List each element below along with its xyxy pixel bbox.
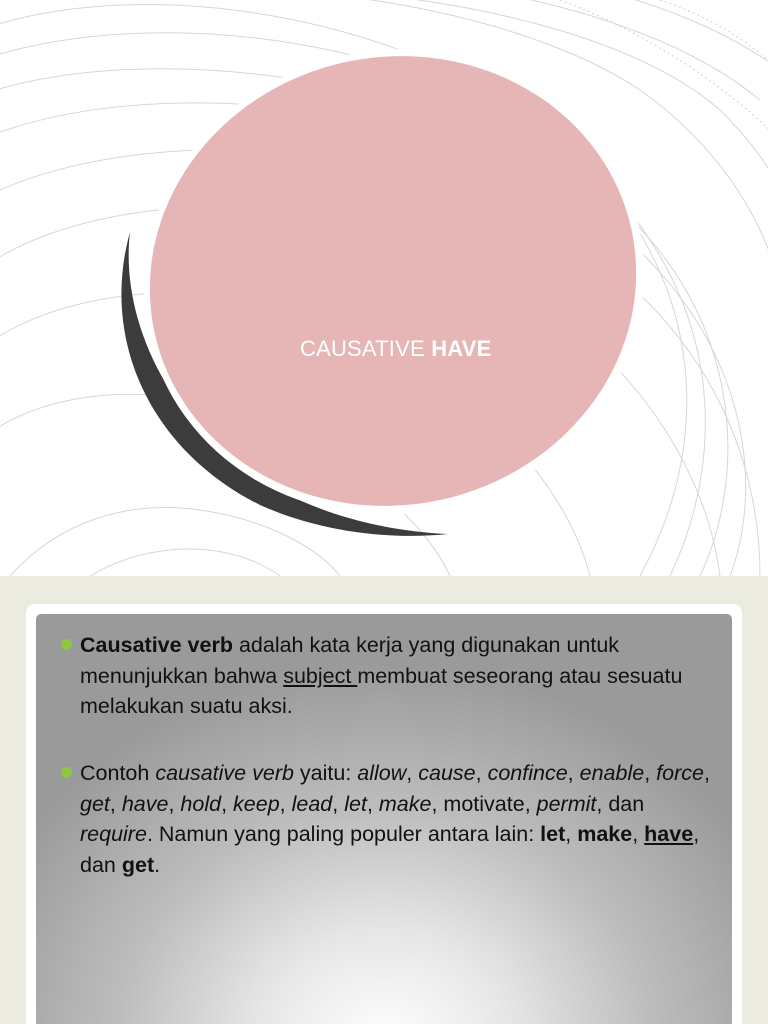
example-verb: permit (536, 791, 597, 816)
term-causative-verb: Causative verb (80, 633, 233, 657)
underlined-subject: subject (283, 663, 358, 688)
example-verb: keep (233, 791, 280, 816)
example-verb: hold (180, 791, 222, 816)
content-slide (0, 576, 768, 1024)
example-verb: lead (291, 791, 333, 816)
example-verbs-list: allow, cause, confince, enable, force, get, have, hold, keep, lead, let, make, motivate, permit, (80, 761, 710, 816)
term-causative-verb-italic: causative verb (155, 761, 294, 785)
example-verb: enable (579, 761, 645, 785)
bullet-examples: Contoh causative verb yaitu: allow, cause, confince, enable, force, get, have, hold, keep, lead, let, make, motivate, permit, dan require. Namun yang paling populer antara lain: let, make, have, dan get. (80, 758, 720, 880)
example-verb: confince (487, 761, 568, 785)
popular-verb: let (540, 822, 566, 846)
example-verb: get (80, 791, 110, 816)
popular-verb: make (577, 822, 633, 846)
example-verb: cause (418, 761, 476, 785)
popular-verb: get (121, 852, 155, 877)
slide-title (300, 336, 491, 362)
example-verb: have (121, 791, 169, 816)
example-verb: motivate (443, 791, 525, 816)
title-bold: HAVE (431, 336, 492, 361)
example-verb: let (344, 791, 367, 816)
example-verb: allow (357, 761, 407, 785)
title-regular: CAUSATIVE (300, 336, 425, 361)
example-require: require (80, 822, 147, 846)
bullet-definition: Causative verb adalah kata kerja yang digunakan untuk menunjukkan bahwa subject membuat seseorang atau sesuatu melakukan suatu aksi. (80, 630, 720, 722)
bullet-dot-icon (61, 639, 72, 650)
example-verb: make (378, 791, 432, 816)
pink-circle-shape (108, 11, 678, 551)
bullet-dot-icon (61, 767, 72, 778)
popular-verb: have (644, 822, 694, 846)
example-verb: force (656, 761, 704, 785)
popular-verbs-list: let, make, have, dan get (80, 822, 700, 877)
